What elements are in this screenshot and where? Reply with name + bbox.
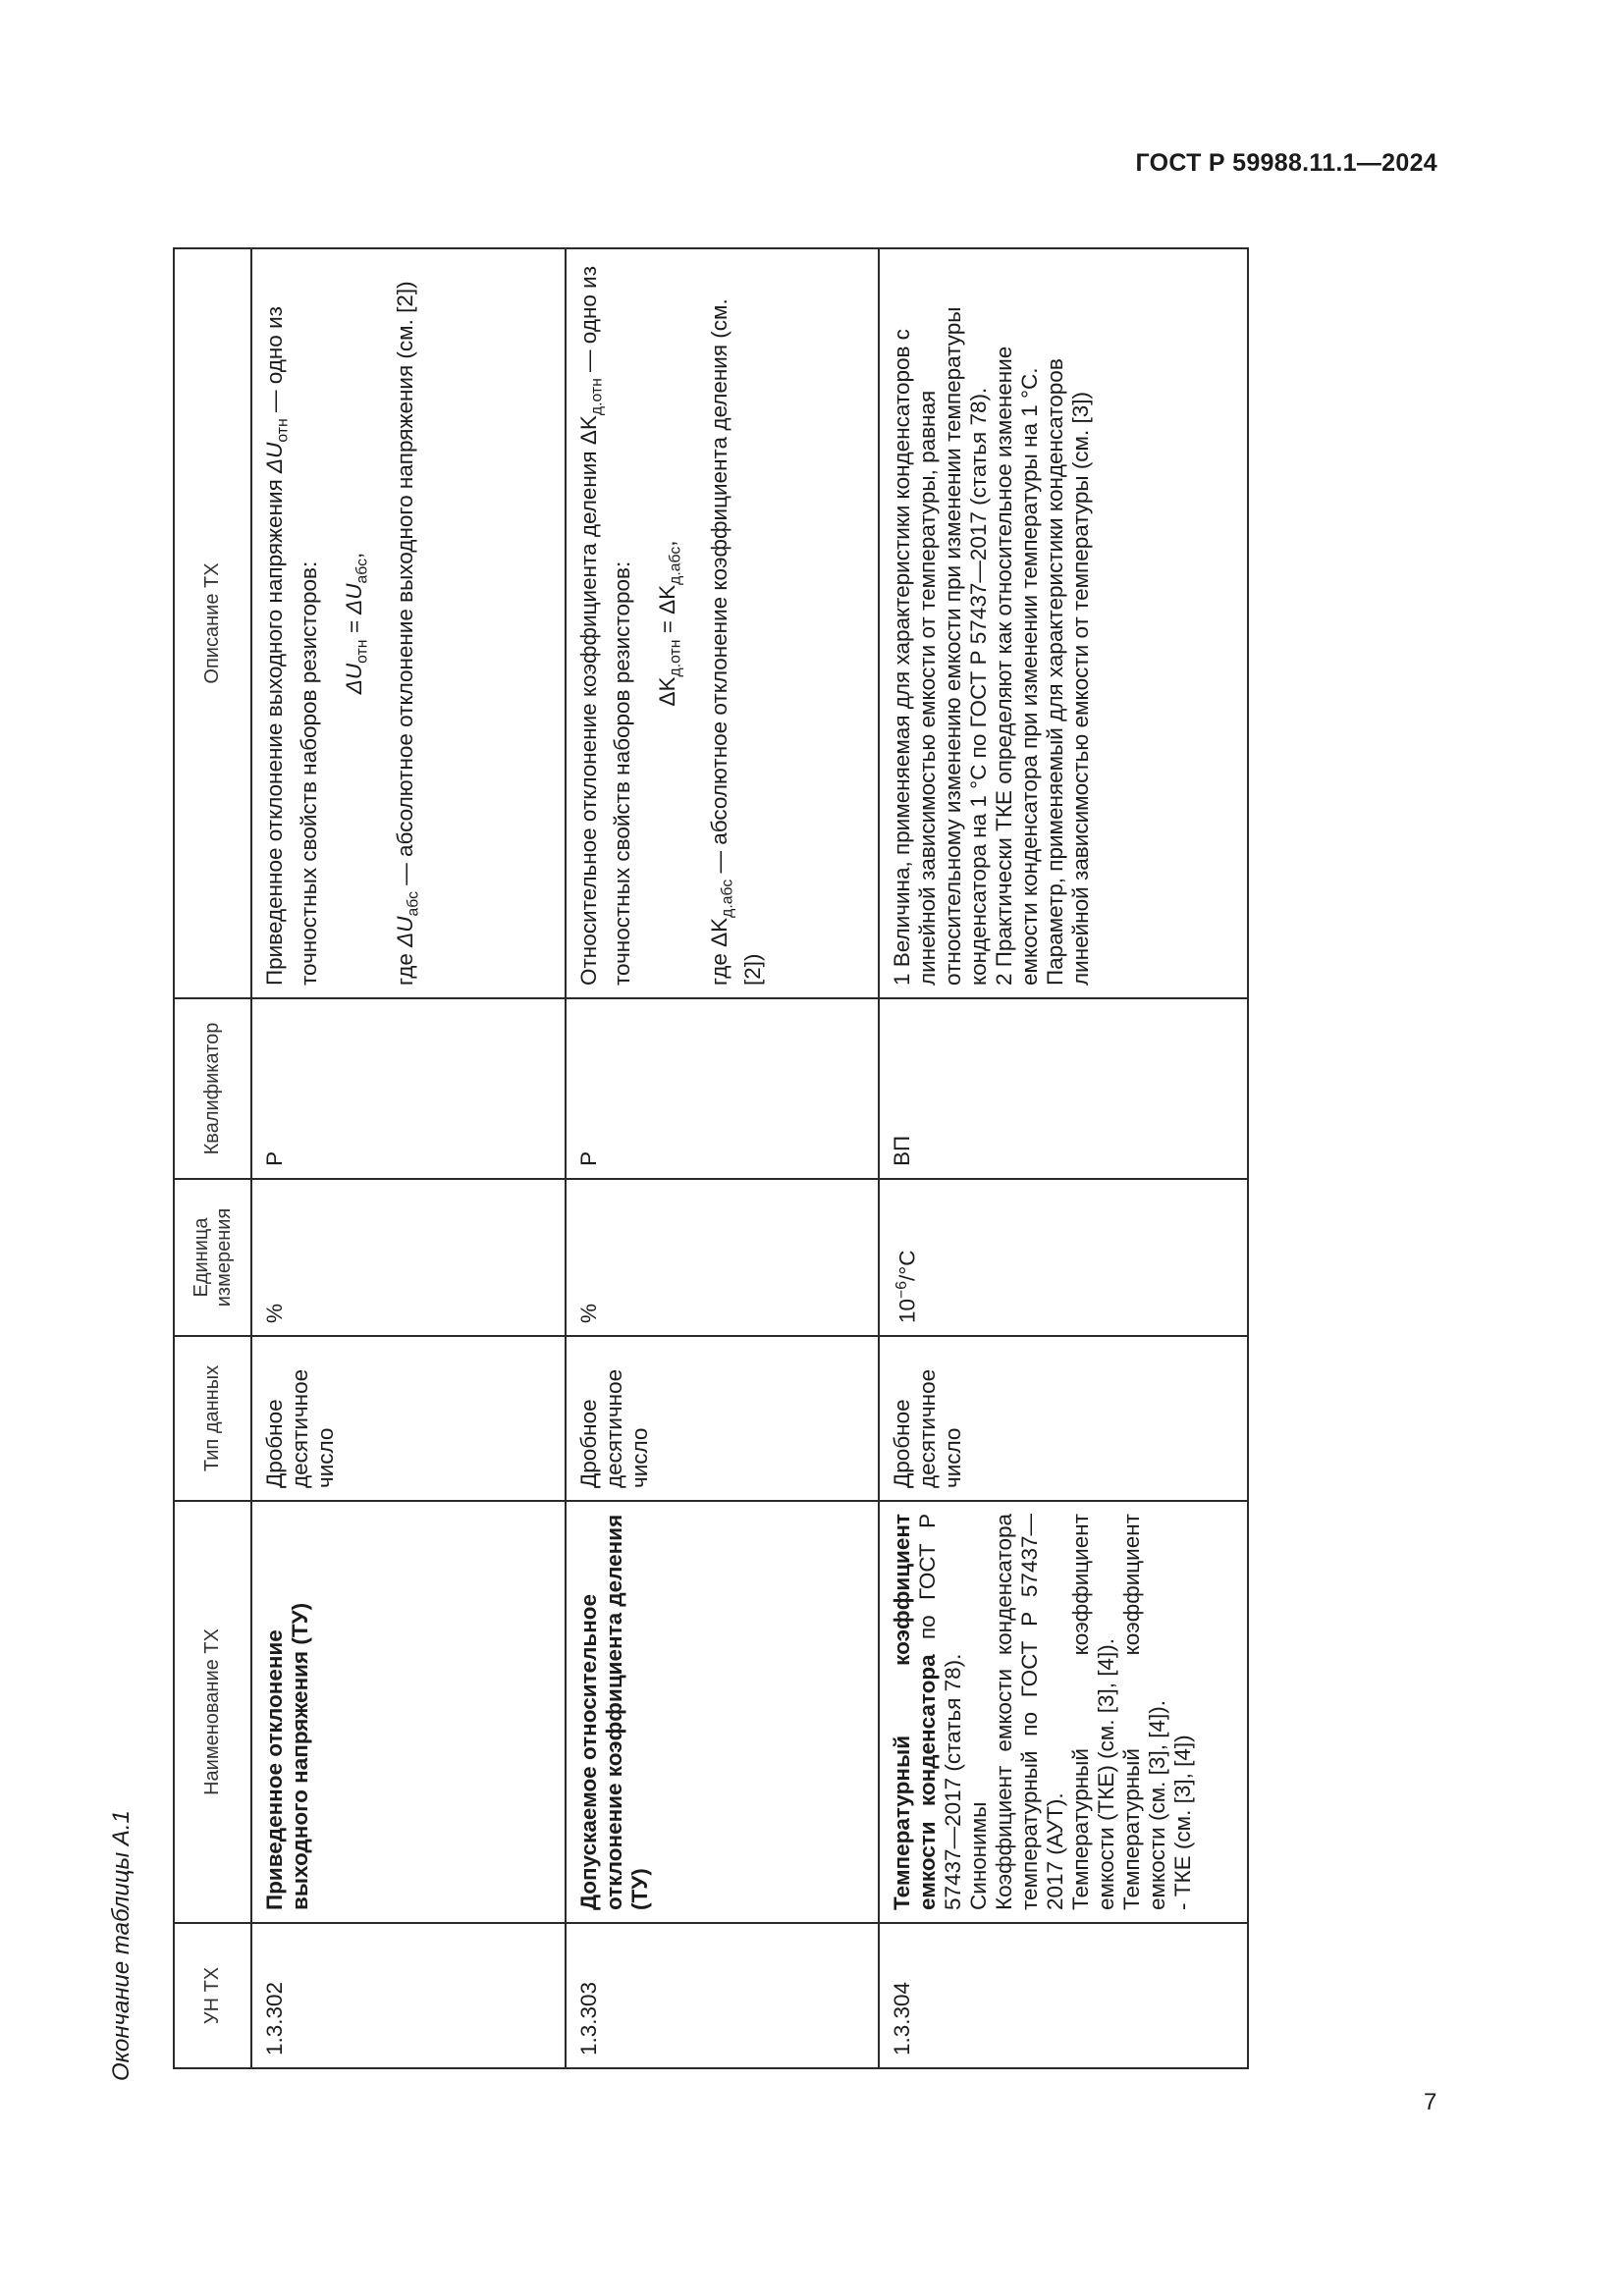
cell-data-type: Дробное десятичное число [251,1336,565,1501]
cell-unit [879,1179,1248,1336]
unit-base: 10 [894,1298,920,1323]
symbol: ΔU [262,442,288,473]
where-symbol: ΔK [706,917,731,947]
description-intro [262,261,322,986]
formula-lhs-sub: д.отн [667,639,684,677]
synonym: Температурный коэффициент емкости (см. [3], [4]). [1118,1514,1169,1910]
cell-unit: % [566,1179,879,1336]
name-rest: по ГОСТ Р 57437—2017 (статья 78). [914,1514,965,1910]
name-bold: Приведенное отклонение выходного напряжения (ТУ) [262,1602,313,1910]
synonym: Коэффициент емкости конденсатора температурный по ГОСТ Р 57437—2017 (АУТ). [991,1514,1067,1910]
description-text: Приведенное отклонение выходного напряжения [262,479,288,986]
where-sub: д.абс [719,879,736,918]
formula-eq: = ΔK [655,584,680,634]
cell-description [566,248,879,998]
cell-description [879,248,1248,998]
symbol-sub: отн [274,418,292,443]
formula [655,261,689,986]
rotated-table-area [108,118,1195,2081]
formula-rhs-sub: д.абс [667,546,684,585]
cell-qualifier: Р [566,998,879,1179]
symbol: ΔK [575,415,601,446]
synonym: Температурный коэффициент емкости (ТКЕ) (см. [3], [4]). [1067,1514,1118,1910]
table-caption: Окончание таблицы А.1 [108,1810,135,2081]
cell-id: 1.3.302 [251,1923,565,2068]
header-description: Описание ТХ [174,248,251,998]
description-intro [576,261,636,986]
table-row [879,248,1248,2068]
cell-name [879,1501,1248,1923]
header-id: УН ТХ [174,1923,251,2068]
table-row [251,248,565,2068]
name-main [890,1514,966,1910]
formula [342,261,376,986]
table-row [566,248,879,2068]
unit-suffix: /°С [894,1250,920,1281]
cell-data-type: Дробное десятичное число [566,1336,879,1501]
formula-lhs: ΔU [341,663,366,695]
formula-end: , [341,552,366,560]
formula-lhs: ΔK [655,676,680,707]
cell-id: 1.3.304 [879,1923,1248,2068]
cell-qualifier: ВП [879,998,1248,1179]
formula-eq: = ΔU [341,583,366,634]
where-prefix: где [706,953,731,986]
formula-end: , [655,540,680,547]
description-paragraph: 2 Практически ТКЕ определяют как относительное изменение емкости конденсатора при изменении температуры на 1 °С. Параметр, применяемый для характеристики конденсаторов линейной зависимостью емкости от температуры (см. [3]) [991,346,1093,986]
description-text: Относительное отклонение коэффициента деления [575,451,601,986]
cell-name [566,1501,879,1923]
synonym: - ТКЕ (см. [3], [4]) [1169,1735,1195,1910]
description-paragraph: 1 Величина, применяемая для характеристики конденсаторов с линейной зависимостью емкости от температуры, равная относительному изменению емкости при изменении температуры конденсатора на 1 °С по ГОСТ Р 57437—2017 (статья 78). [889,306,991,986]
description-where [393,261,427,986]
name-bold: Температурный коэффициент емкости конденсатора [889,1514,940,1910]
characteristics-table [173,247,1249,2069]
cell-qualifier: Р [251,998,565,1179]
unit-exp: −6 [893,1281,910,1299]
cell-data-type: Дробное десятичное число [879,1336,1248,1501]
cell-name [251,1501,565,1923]
header-data-type: Тип данных [174,1336,251,1501]
table-header-row [174,248,251,2068]
header-unit: Единица измерения [174,1179,251,1336]
where-sub: абс [405,891,422,917]
document-code: ГОСТ Р 59988.11.1—2024 [1135,149,1437,177]
formula-rhs-sub: абс [353,559,371,584]
formula-lhs-sub: отн [353,639,371,664]
description-text: — одно из точностных свойств наборов резисторов: [575,265,635,986]
description-where [707,261,767,986]
cell-unit: % [251,1179,565,1336]
where-text: — абсолютное отклонение выходного напряжения (см. [2]) [393,281,418,885]
description-text: — одно из точностных свойств наборов резисторов: [262,306,321,986]
header-name: Наименование ТХ [174,1501,251,1923]
cell-id: 1.3.303 [566,1923,879,2068]
cell-description [251,248,565,998]
where-text: — абсолютное отклонение коэффициента деления (см. [2]) [706,298,766,986]
header-qualifier: Квалификатор [174,998,251,1179]
page-number: 7 [1424,2089,1437,2115]
where-prefix: где [393,953,418,986]
where-symbol: ΔU [393,916,418,947]
name-bold: Допускаемое относительное отклонение коэффициента деления (ТУ) [575,1514,652,1910]
symbol-sub: д.отн [588,378,606,416]
synonyms-label: Синонимы [965,1801,991,1910]
